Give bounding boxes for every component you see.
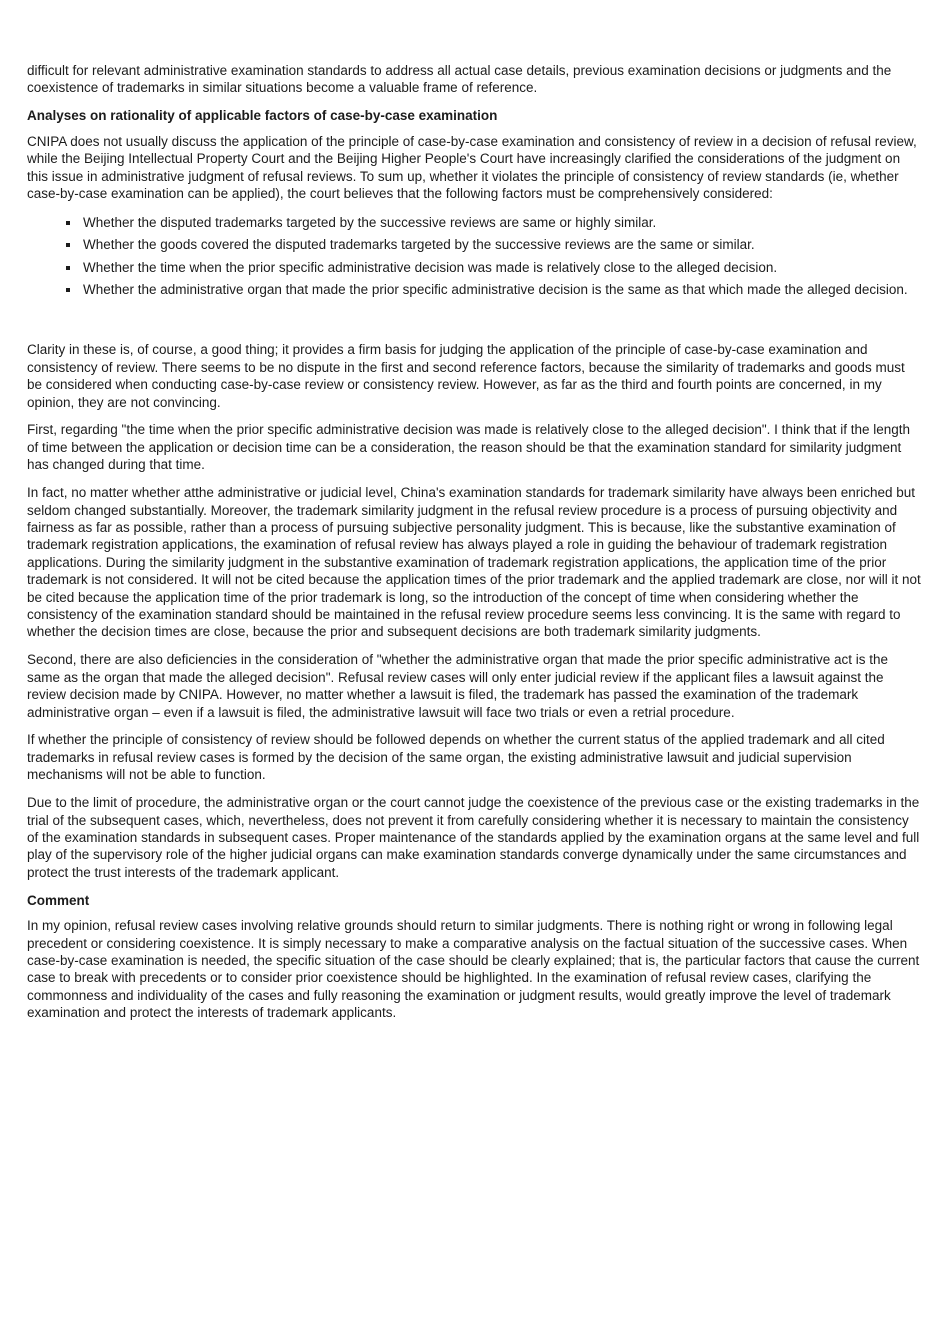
factor-item: ▪ Whether the goods covered the disputed trademarks targeted by the successive reviews are the same or similar.: [81, 235, 923, 254]
paragraph-due-to-limit: Due to the limit of procedure, the administrative organ or the court cannot judge the coexistence of the previous case or the existing trademarks in the trial of the subsequent cases, which, nevertheless, does not prevent it from carefully considering whether it is necessary to maintain the consistency of the examination standards in subsequent cases. Proper maintenance of the standards applied by the examination organs at the same level and full play of the supervisory role of the higher judicial organs can make examination standards converge dynamically under the same circumstances and protect the trust interests of the trademark applicant.: [27, 795, 920, 880]
factors-list: [27, 213, 923, 300]
heading-comment: Comment: [27, 892, 90, 908]
factor-item: ▪ Whether the disputed trademarks targeted by the successive reviews are same or highly similar.: [81, 213, 923, 232]
paragraph-first-point: First, regarding "the time when the prior specific administrative decision was made is relatively close to the alleged decision". I think that if the length of time between the application or decision time can be a consideration, the reason should be that the examination standard for similarity judgment has changed during that time.: [27, 422, 911, 473]
paragraph-continuation: difficult for relevant administrative examination standards to address all actual case details, previous examination decisions or judgments and the coexistence of trademarks in similar situations become a valuable frame of reference.: [27, 63, 892, 96]
paragraph-in-fact: In fact, no matter whether atthe administrative or judicial level, China's examination standards for trademark similarity have always been enriched but seldom changed substantially. Moreover, the trademark similarity judgment in the refusal review procedure is a process of pursuing objectivity and fairness as far as possible, rather than a process of pursuing subjective personality judgment. This is because, like the substantive examination of trademark registration applications, the examination of refusal review has always played a role in guiding the behaviour of trademark registration applications. During the similarity judgment in the substantive examination of trademark registration applications, the application time of the prior trademark is not considered. It will not be cited because the application times of the prior trademark and the applied trademark are close, nor will it not be cited because the application time of the prior trademark is long, so the introduction of the concept of time when considering whether the consistency of the examination standard should be maintained in the refusal review procedure seems less convincing. It is the same with regard to whether the decision times are close, because the prior and subsequent decisions are both trademark similarity judgments.: [27, 485, 921, 640]
factor-item: ▪ Whether the administrative organ that made the prior specific administrative decision is the same as that which made the alleged decision.: [81, 280, 923, 299]
paragraph-second-point: Second, there are also deficiencies in the consideration of "whether the administrative organ that made the prior specific administrative act is the same as the organ that made the alleged decision". Refusal review cases will only enter judicial review if the applicant files a lawsuit against the review decision made by CNIPA. However, no matter whether a lawsuit is filed, the trademark has passed the examination of the trademark administrative organ – even if a lawsuit is filed, the administrative lawsuit will face two trials or even a retrial procedure.: [27, 652, 889, 720]
paragraph-opinion: In my opinion, refusal review cases involving relative grounds should return to similar judgments. There is nothing right or wrong in following legal precedent or considering coexistence. It is simply necessary to make a comparative analysis on the factual situation of the successive cases. When case-by-case examination is needed, the specific situation of the case should be clearly explained; that is, the particular factors that cause the current case to break with precedents or to consider prior coexistence should be highlighted. In the examination of refusal review cases, clarifying the commonness and individuality of the cases and fully reasoning the examination or judgment results, would greatly improve the level of trademark examination and protect the interests of trademark applicants.: [27, 918, 920, 1021]
heading-analyses: Analyses on rationality of applicable factors of case-by-case examination: [27, 108, 498, 124]
paragraph-clarity: Clarity in these is, of course, a good thing; it provides a firm basis for judging the application of the principle of case-by-case examination and consistency of review. There seems to be no dispute in the first and second reference factors, because the similarity of trademarks and goods must be considered when conducting case-by-case review or consistency review. However, as far as the third and fourth points are concerned, in my opinion, they are not convincing.: [27, 342, 905, 410]
factor-item: ▪ Whether the time when the prior specific administrative decision was made is relatively close to the alleged decision.: [81, 258, 923, 277]
paragraph-if-principle: If whether the principle of consistency of review should be followed depends on whether the current status of the applied trademark and all cited trademarks in refusal review cases is formed by the decision of the same organ, the existing administrative lawsuit and judicial supervision mechanisms will not be able to function.: [27, 732, 885, 783]
paragraph-cnipa: CNIPA does not usually discuss the application of the principle of case-by-case examination and consistency of review in a decision of refusal review, while the Beijing Intellectual Property Court and the Beijing Higher People's Court have increasingly clarified the considerations of the judgment on this issue in administrative judgment of refusal reviews. To sum up, whether it violates the principle of consistency of review standards (ie, whether case-by-case examination can be applied), the court believes that the following factors must be comprehensively considered:: [27, 133, 917, 201]
